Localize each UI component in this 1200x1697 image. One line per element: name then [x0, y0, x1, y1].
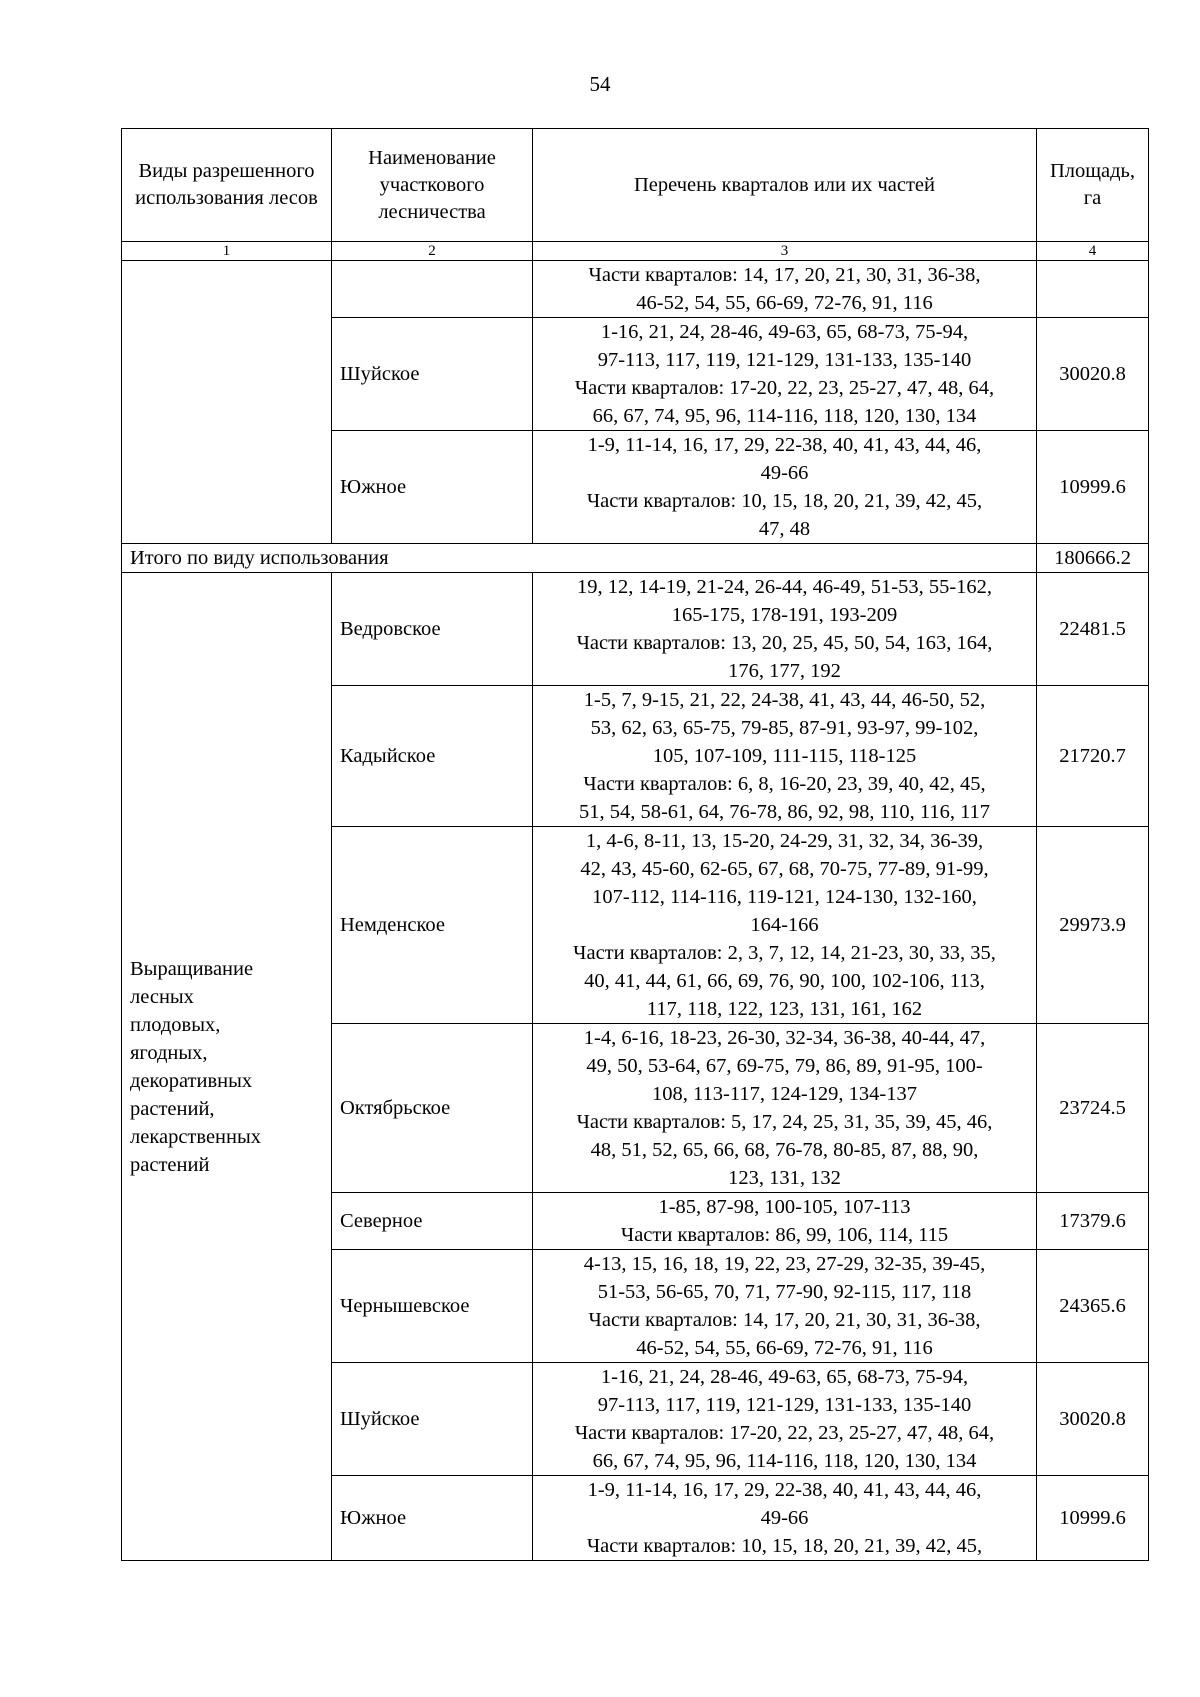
forestry-name-cell: Шуйское — [332, 1363, 533, 1476]
quarters-cell: 1, 4-6, 8-11, 13, 15-20, 24-29, 31, 32, 34, 36-39, 42, 43, 45-60, 62-65, 67, 68, 70-75, 77-89, 91-99, 107-112, 114-116, 119-121, 124-130, 132-160, 164-166 Части кварталов: 2, 3, 7, 12, 14, 21-23, 30, 33, 35, 40, 41, 44, 61, 66, 69, 76, 90, 100, 102-106, 113, 117, 118, 122, 123, 131, 161, 162 — [533, 827, 1037, 1024]
quarters-cell: 1-9, 11-14, 16, 17, 29, 22-38, 40, 41, 43, 44, 46, 49-66 Части кварталов: 10, 15, 18, 20, 21, 39, 42, 45, — [533, 1476, 1037, 1561]
forestry-name-cell: Чернышевское — [332, 1250, 533, 1363]
table-row — [122, 261, 1149, 318]
area-cell: 24365.6 — [1037, 1250, 1149, 1363]
quarters-cell: 19, 12, 14-19, 21-24, 26-44, 46-49, 51-53, 55-162, 165-175, 178-191, 193-209 Части кварталов: 13, 20, 25, 45, 50, 54, 163, 164, 176, 177, 192 — [533, 573, 1037, 686]
forestry-name-cell: Южное — [332, 1476, 533, 1561]
area-cell: 30020.8 — [1037, 1363, 1149, 1476]
use-type-cell: Выращивание лесных плодовых, ягодных, декоративных растений, лекарственных растений — [122, 573, 332, 1561]
table-row — [122, 573, 1149, 686]
column-number: 4 — [1037, 242, 1149, 261]
page-number: 54 — [589, 72, 611, 96]
quarters-cell: Части кварталов: 14, 17, 20, 21, 30, 31, 36-38, 46-52, 54, 55, 66-69, 72-76, 91, 116 — [533, 261, 1037, 318]
area-cell-continued — [1037, 261, 1149, 318]
header-quarters-list: Перечень кварталов или их частей — [533, 129, 1037, 242]
area-cell: 17379.6 — [1037, 1193, 1149, 1250]
column-number: 3 — [533, 242, 1037, 261]
quarters-cell: 4-13, 15, 16, 18, 19, 22, 23, 27-29, 32-35, 39-45, 51-53, 56-65, 70, 71, 77-90, 92-115, 117, 118 Части кварталов: 14, 17, 20, 21, 30, 31, 36-38, 46-52, 54, 55, 66-69, 72-76, 91, 116 — [533, 1250, 1037, 1363]
area-cell: 21720.7 — [1037, 686, 1149, 827]
area-cell: 10999.6 — [1037, 1476, 1149, 1561]
forestry-name-cell: Шуйское — [332, 318, 533, 431]
area-cell: 29973.9 — [1037, 827, 1149, 1024]
area-cell: 10999.6 — [1037, 431, 1149, 544]
area-cell: 23724.5 — [1037, 1024, 1149, 1193]
quarters-cell: 1-85, 87-98, 100-105, 107-113 Части кварталов: 86, 99, 106, 114, 115 — [533, 1193, 1037, 1250]
forestry-name-cell-continued — [332, 261, 533, 318]
forestry-name-cell: Северное — [332, 1193, 533, 1250]
header-area: Площадь, га — [1037, 129, 1149, 242]
column-number: 2 — [332, 242, 533, 261]
forestry-name-cell: Немденское — [332, 827, 533, 1024]
column-number-row — [122, 242, 1149, 261]
total-label: Итого по виду использования — [122, 544, 1037, 573]
total-value: 180666.2 — [1037, 544, 1149, 573]
area-cell: 22481.5 — [1037, 573, 1149, 686]
use-type-cell-continued — [122, 261, 332, 544]
header-use-type: Виды разрешенного использования лесов — [122, 129, 332, 242]
header-forestry-name: Наименование участкового лесничества — [332, 129, 533, 242]
forestry-name-cell: Октябрьское — [332, 1024, 533, 1193]
quarters-cell: 1-16, 21, 24, 28-46, 49-63, 65, 68-73, 75-94, 97-113, 117, 119, 121-129, 131-133, 135-140 Части кварталов: 17-20, 22, 23, 25-27, 47, 48, 64, 66, 67, 74, 95, 96, 114-116, 118, 120, 130, 134 — [533, 1363, 1037, 1476]
quarters-cell: 1-9, 11-14, 16, 17, 29, 22-38, 40, 41, 43, 44, 46, 49-66 Части кварталов: 10, 15, 18, 20, 21, 39, 42, 45, 47, 48 — [533, 431, 1037, 544]
forestry-name-cell: Южное — [332, 431, 533, 544]
total-row — [122, 544, 1149, 573]
forestry-name-cell: Ведровское — [332, 573, 533, 686]
forest-use-table — [121, 128, 1149, 1561]
quarters-cell: 1-5, 7, 9-15, 21, 22, 24-38, 41, 43, 44, 46-50, 52, 53, 62, 63, 65-75, 79-85, 87-91, 93-97, 99-102, 105, 107-109, 111-115, 118-125 Части кварталов: 6, 8, 16-20, 23, 39, 40, 42, 45, 51, 54, 58-61, 64, 76-78, 86, 92, 98, 110, 116, 117 — [533, 686, 1037, 827]
area-cell: 30020.8 — [1037, 318, 1149, 431]
quarters-cell: 1-4, 6-16, 18-23, 26-30, 32-34, 36-38, 40-44, 47, 49, 50, 53-64, 67, 69-75, 79, 86, 89, 91-95, 100- 108, 113-117, 124-129, 134-137 Части кварталов: 5, 17, 24, 25, 31, 35, 39, 45, 46, 48, 51, 52, 65, 66, 68, 76-78, 80-85, 87, 88, 90, 123, 131, 132 — [533, 1024, 1037, 1193]
quarters-cell: 1-16, 21, 24, 28-46, 49-63, 65, 68-73, 75-94, 97-113, 117, 119, 121-129, 131-133, 135-140 Части кварталов: 17-20, 22, 23, 25-27, 47, 48, 64, 66, 67, 74, 95, 96, 114-116, 118, 120, 130, 134 — [533, 318, 1037, 431]
column-number: 1 — [122, 242, 332, 261]
forestry-name-cell: Кадыйское — [332, 686, 533, 827]
table-header-row — [122, 129, 1149, 242]
